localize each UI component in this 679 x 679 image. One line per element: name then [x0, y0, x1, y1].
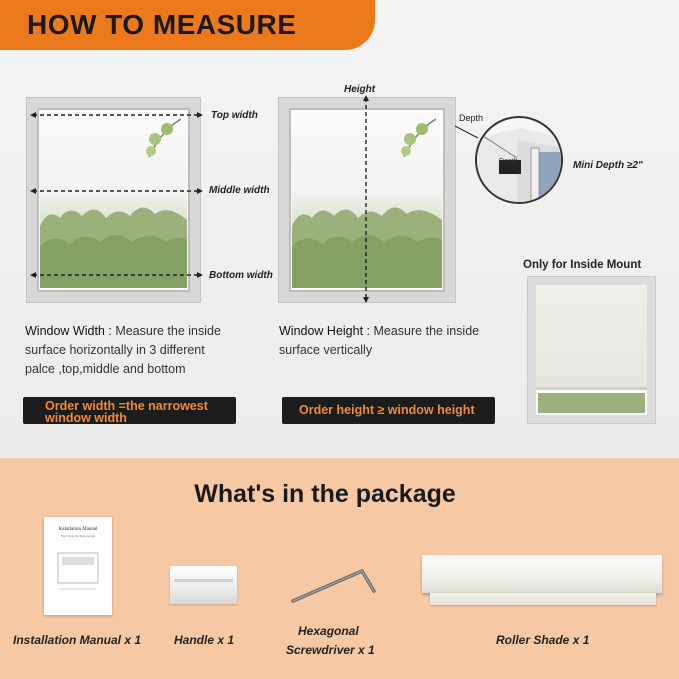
- order-height-box: [282, 397, 495, 424]
- depth-label: Depth: [459, 113, 484, 123]
- roller-shade-label: Roller Shade x 1: [496, 633, 590, 647]
- width-desc-line1: Measure the inside: [111, 324, 221, 338]
- hex-key-icon: [290, 563, 380, 608]
- mini-depth-label: Mini Depth ≥2": [573, 160, 643, 171]
- order-width-line2: window width: [45, 411, 127, 425]
- width-desc-title: Window Width :: [25, 324, 112, 338]
- depth-zoom-circle: [475, 116, 563, 204]
- width-desc-line2: surface horizontally in 3 different: [25, 343, 205, 357]
- middle-width-label: Middle width: [209, 185, 270, 196]
- height-desc-title: Window Height :: [279, 324, 371, 338]
- depth-detail-icon: [477, 118, 563, 204]
- screwdriver-label-line1: Hexagonal: [298, 624, 359, 638]
- order-height-text: Order height ≥ window height: [299, 403, 475, 417]
- page-title: HOW TO MEASURE: [27, 9, 297, 40]
- manual-cover-title: Installation Manual: [58, 527, 98, 532]
- manual-cover-subtitle: Fast Step-by-Step Guide: [60, 534, 96, 538]
- package-title: What's in the package: [194, 480, 456, 508]
- manual-label: Installation Manual x 1: [13, 633, 142, 647]
- top-width-label: Top width: [211, 110, 258, 121]
- order-width-line1: Order width =the narrowest: [45, 399, 208, 413]
- roller-shade-icon: [422, 555, 662, 593]
- height-desc-line1: Measure the inside: [370, 324, 480, 338]
- depth-inner-label: Depth: [499, 158, 518, 165]
- order-width-box: [23, 397, 236, 424]
- screwdriver-label-line2: Screwdriver x 1: [286, 643, 375, 657]
- width-desc-line3: palce ,top,middle and bottom: [25, 362, 186, 376]
- height-desc-line2: surface vertically: [279, 343, 373, 357]
- handle-label: Handle x 1: [174, 633, 235, 647]
- inside-mount-glass: [538, 393, 645, 413]
- bottom-width-label: Bottom width: [209, 270, 273, 281]
- window-width-description: [25, 322, 265, 379]
- roller-shade-bottom-bar: [430, 593, 656, 605]
- window-height-description: [279, 322, 519, 360]
- inside-mount-window: [528, 277, 655, 423]
- manual-icon: [44, 517, 112, 615]
- manual-diagram-icon: [56, 547, 100, 597]
- inside-mount-label: Only for Inside Mount: [523, 259, 642, 271]
- height-label: Height: [344, 84, 376, 95]
- roller-shade-fabric: [536, 285, 647, 390]
- handle-icon: [170, 566, 237, 604]
